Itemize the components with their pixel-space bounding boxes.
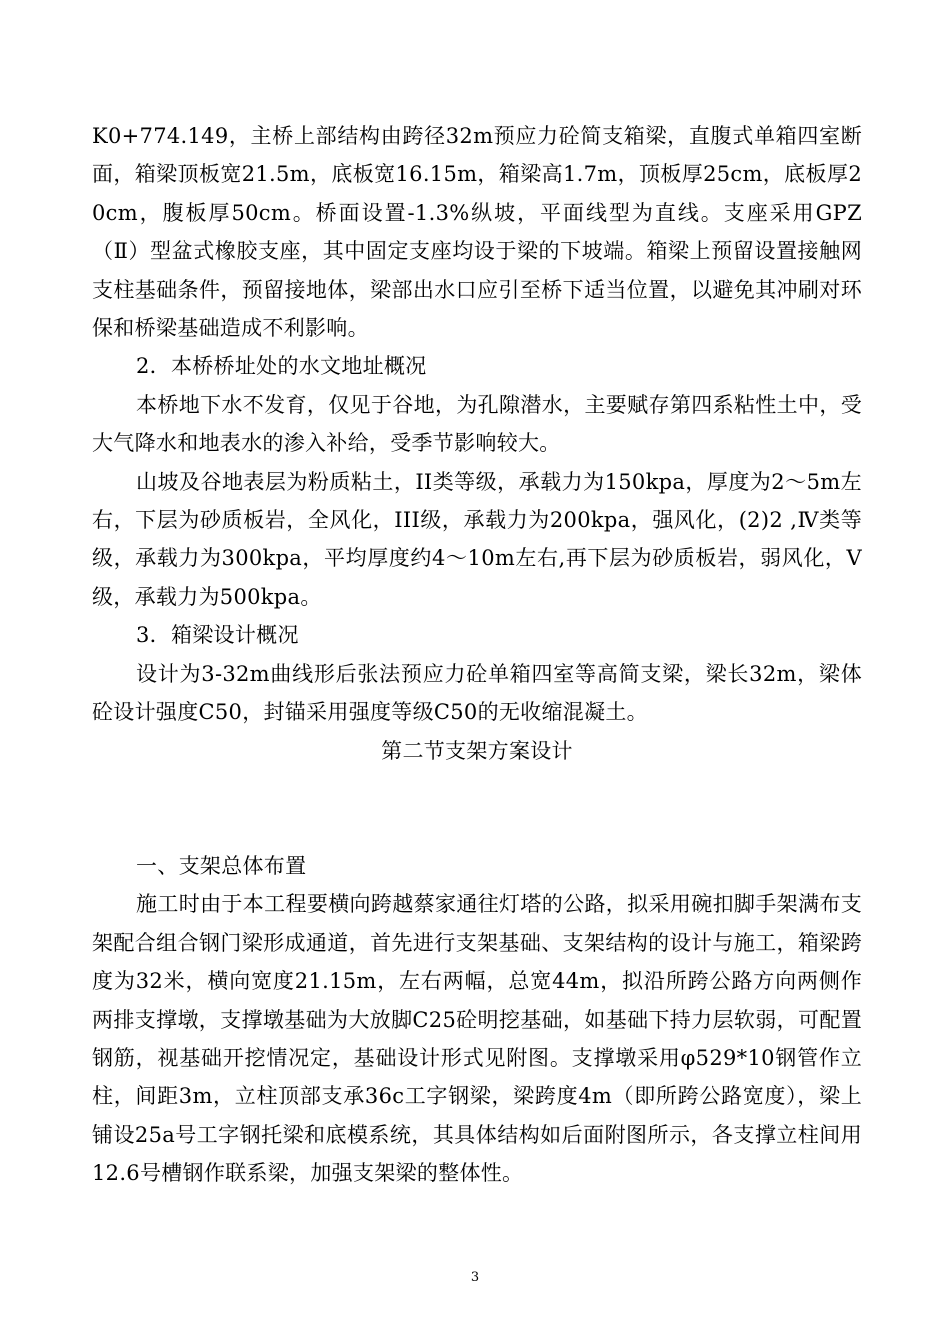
heading-support-layout: 一、支架总体布置 bbox=[136, 853, 307, 878]
page-number: 3 bbox=[470, 1270, 480, 1285]
paragraph-girder-design: 设计为3-32m曲线形后张法预应力砼单箱四室等高简支梁，梁长32m，梁体砼设计强度C50，封锚采用强度等级C50的无收缩混凝土。 bbox=[92, 661, 862, 725]
paragraph-groundwater: 本桥地下水不发育，仅见于谷地，为孔隙潜水，主要赋存第四系粘性土中，受大气降水和地表水的渗入补给，受季节影响较大。 bbox=[92, 392, 862, 456]
heading-box-girder-design: 3．箱梁设计概况 bbox=[136, 623, 299, 648]
heading-hydrology: 2．本桥桥址处的水文地址概况 bbox=[136, 354, 427, 379]
paragraph-bridge-structure: K0+774.149，主桥上部结构由跨径32m预应力砼简支箱梁，直腹式单箱四室断面，箱梁顶板宽21.5m，底板宽16.15m，箱梁高1.7m，顶板厚25cm，底板厚20cm，腹板厚50cm。桥面设置-1.3%纵坡，平面线型为直线。支座采用GPZ（Ⅱ）型盆式橡胶支座，其中固定支座均设于梁的下坡端。箱梁上预留设置接触网支柱基础条件，预留接地体，梁部出水口应引至桥下适当位置，以避免其冲刷对环保和桥梁基础造成不利影响。 bbox=[92, 124, 862, 341]
paragraph-soil-layers: 山坡及谷地表层为粉质粘土，II类等级，承载力为150kpa，厚度为2～5m左右，下层为砂质板岩，全风化，III级，承载力为200kpa，强风化，(2)2 ,Ⅳ类等级，承载力为300kpa，平均厚度约4～10m左右,再下层为砂质板岩，弱风化，Ⅴ级，承载力为500kpa。 bbox=[92, 469, 862, 609]
section-title: 第二节支架方案设计 bbox=[381, 738, 573, 763]
document-body bbox=[92, 117, 862, 1193]
paragraph-construction-plan: 施工时由于本工程要横向跨越蔡家通往灯塔的公路，拟采用碗扣脚手架满布支架配合组合钢门梁形成通道，首先进行支架基础、支架结构的设计与施工，箱梁跨度为32米，横向宽度21.15m，左右两幅，总宽44m，拟沿所跨公路方向两侧作两排支撑墩，支撑墩基础为大放脚C25砼明挖基础，如基础下持力层软弱，可配置钢筋，视基础开挖情况定，基础设计形式见附图。支撑墩采用φ529*10钢管作立柱，间距3m，立柱顶部支承36c工字钢梁，梁跨度4m（即所跨公路宽度），梁上铺设25a号工字钢托梁和底模系统，其具体结构如后面附图所示，各支撑立柱间用12.6号槽钢作联系梁，加强支架梁的整体性。 bbox=[92, 892, 862, 1186]
